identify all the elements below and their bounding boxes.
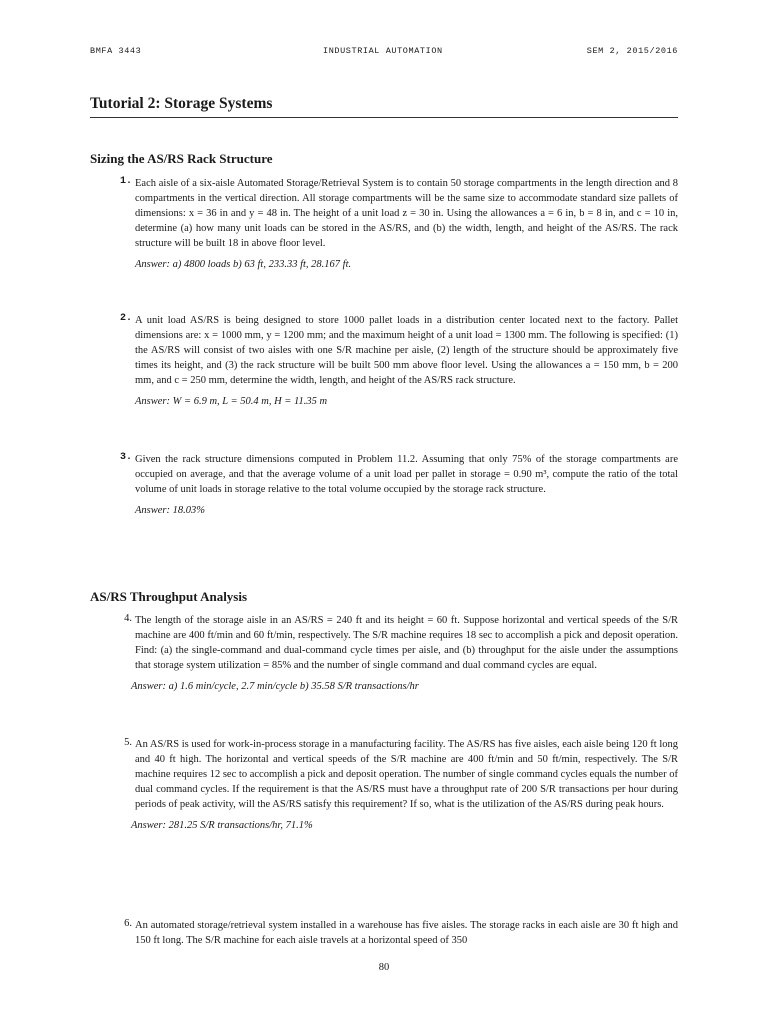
problem-number: 2. [119,313,132,324]
section-heading-throughput: AS/RS Throughput Analysis [90,589,248,604]
problem-2 [108,313,678,409]
problem-3 [108,452,678,518]
problem-text: An AS/RS is used for work-in-process storage in a manufacturing facility. The AS/RS has five aisles, each aisle being 120 ft long and 40 ft high. The horizontal and vertical speeds of the S/R machine are 400 ft/min and 50 ft/min, respectively. The S/R machine requires 12 sec to accomplish a pick and deposit operation. The number of single command cycles equals the number of dual command cycles. If the requirement is that the AS/RS must have a throughput rate of 200 S/R transactions per hour during periods of peak activity, will the AS/RS satisfy this requirement? If so, what is the utilization of the AS/RS during peak hours. [135,739,678,810]
problem-1 [108,176,678,272]
problem-5 [108,737,678,833]
problem-number: 6. [124,918,132,929]
problem-text: Given the rack structure dimensions computed in Problem 11.2. Assuming that only 75% of the storage compartments are occupied on average, and that the average volume of a unit load per pallet in storage = 0.90 m³, compute the ratio of the total volume of unit loads in storage relative to the total volume occupied by the storage rack structure. [135,454,678,495]
course-code: BMFA 3443 [90,46,142,56]
problem-answer: Answer: 281.25 S/R transactions/hr, 71.1% [131,820,313,831]
section-heading-sizing: Sizing the AS/RS Rack Structure [90,151,273,166]
problem-4 [108,613,678,694]
problem-text: An automated storage/retrieval system installed in a warehouse has five aisles. The storage racks in each aisle are 30 ft high and 150 ft long. The S/R machine for each aisle travels at a horizontal speed of 350 [135,920,678,946]
semester: SEM 2, 2015/2016 [586,46,678,56]
page-number: 80 [378,962,390,973]
problem-text: Each aisle of a six-aisle Automated Storage/Retrieval System is to contain 50 storage compartments in the length direction and 8 compartments in the vertical direction. All storage compartments will be the same size to accommodate standard size pallets of dimensions: x = 36 in and y = 48 in. The height of a unit load z = 30 in. Using the allowances a = 6 in, b = 8 in, and c = 10 in, determine (a) how many unit loads can be stored in the AS/RS, and (b) the width, length, and height of the AS/RS. The rack structure will be built 18 in above floor level. [135,178,678,249]
problem-text: A unit load AS/RS is being designed to store 1000 pallet loads in a distribution center located next to the factory. Pallet dimensions are: x = 1000 mm, y = 1200 mm; and the maximum height of a unit load = 1300 mm. The following is specified: (1) the AS/RS will consist of two aisles with one S/R machine per aisle, (2) length of the structure should be approximately five times its height, and (3) the rack structure will be built 500 mm above floor level. Using the allowances a = 150 mm, b = 200 mm, and c = 250 mm, determine the width, length, and height of the AS/RS rack structure. [135,315,678,386]
problem-answer: Answer: W = 6.9 m, L = 50.4 m, H = 11.35 m [135,396,328,407]
problem-number: 4. [124,613,132,624]
problem-answer: Answer: 18.03% [135,505,205,516]
problem-text: The length of the storage aisle in an AS/RS = 240 ft and its height = 60 ft. Suppose horizontal and vertical speeds of the S/R machine are 400 ft/min and 60 ft/min, respectively. The S/R machine requires 18 sec to accomplish a pick and deposit operation. Find: (a) the single-command and dual-command cycle times per aisle, and (b) throughput for the aisle under the assumptions that storage system utilization = 85% and the number of single command and dual command cycles are equal. [135,615,678,671]
problem-number: 5. [124,737,132,748]
page-title: Tutorial 2: Storage Systems [90,95,678,118]
course-name: INDUSTRIAL AUTOMATION [323,46,443,56]
problem-number: 3. [119,452,132,463]
problem-answer: Answer: a) 1.6 min/cycle, 2.7 min/cycle b) 35.58 S/R transactions/hr [131,681,419,692]
problem-answer: Answer: a) 4800 loads b) 63 ft, 233.33 ft, 28.167 ft. [135,259,352,270]
page-header [90,46,678,60]
problem-6 [108,918,678,948]
problem-number: 1. [119,176,132,187]
